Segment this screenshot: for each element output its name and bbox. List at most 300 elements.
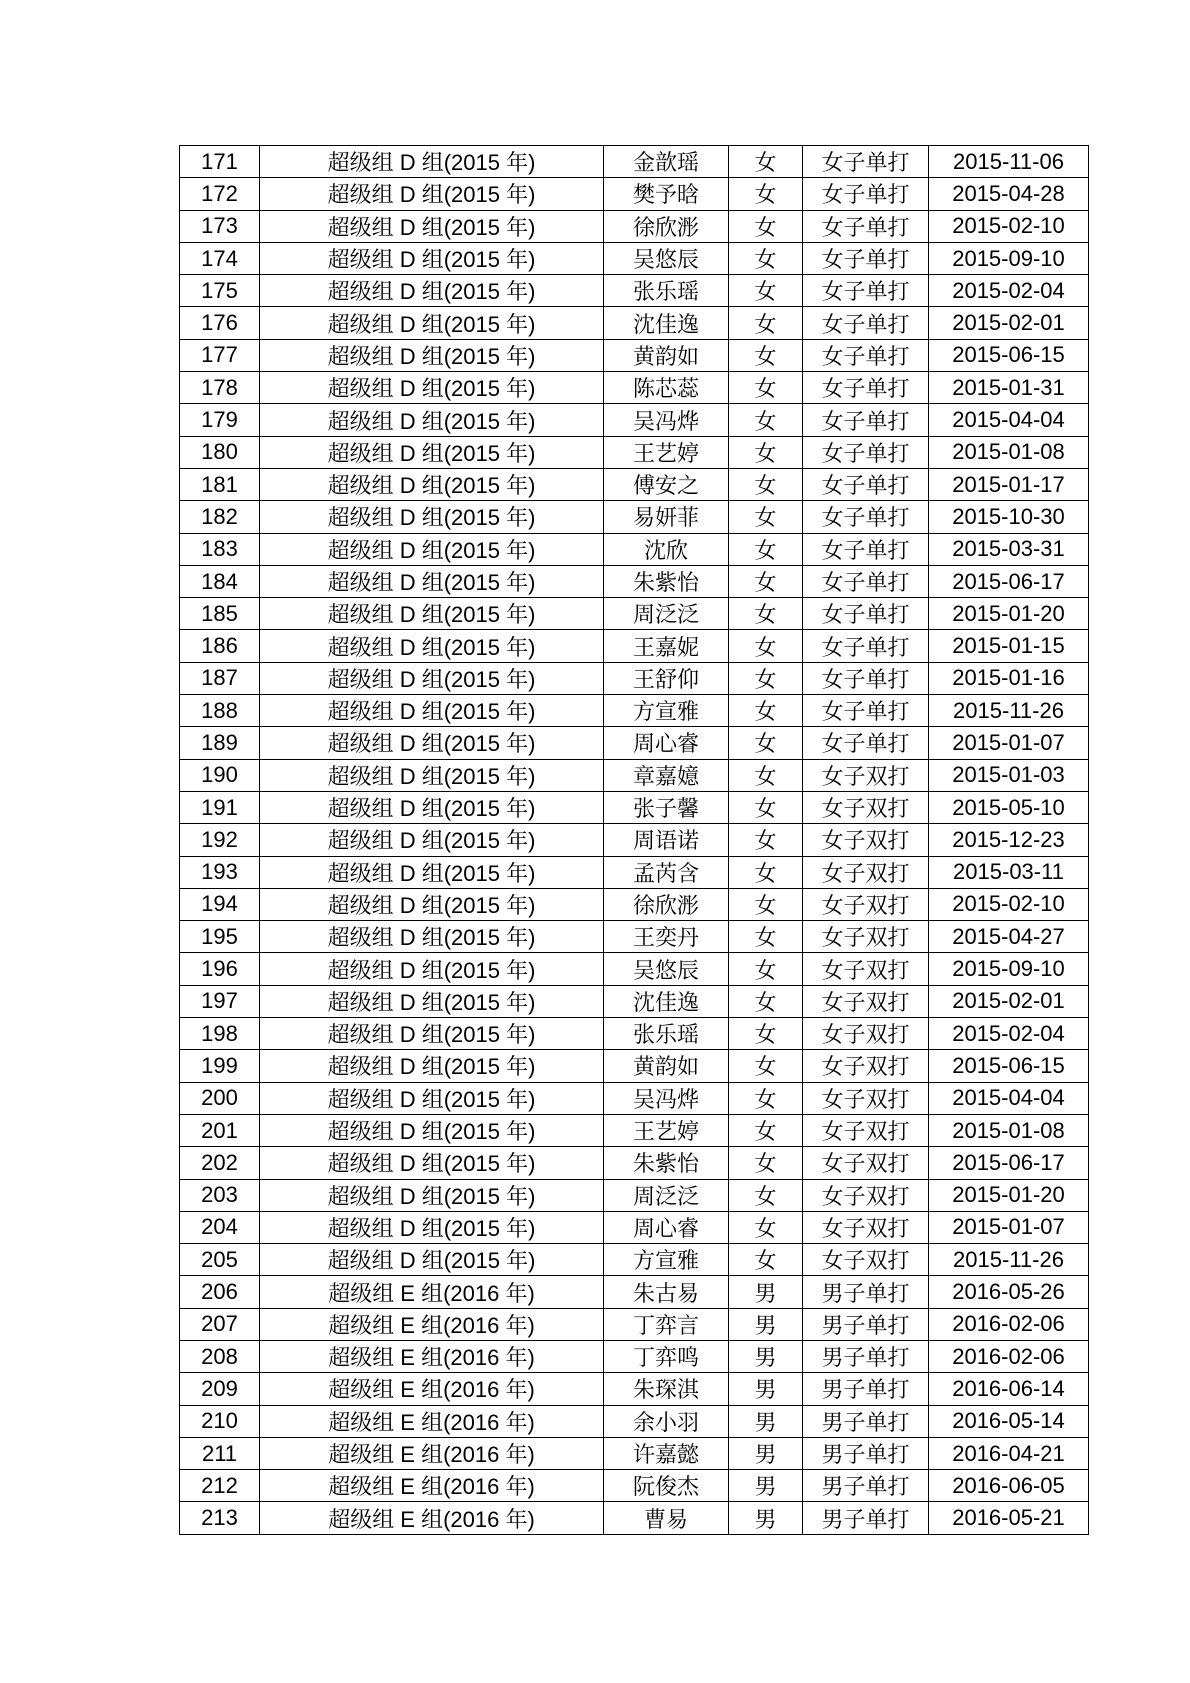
row-number-cell: 189 bbox=[180, 727, 260, 759]
birth-date-cell: 2015-02-01 bbox=[929, 985, 1089, 1017]
birth-date-cell: 2015-01-08 bbox=[929, 1114, 1089, 1146]
gender-cell: 女 bbox=[729, 921, 803, 953]
player-name-cell: 章嘉嬑 bbox=[604, 759, 729, 791]
row-number-cell: 212 bbox=[180, 1470, 260, 1502]
birth-date-cell: 2015-04-04 bbox=[929, 1082, 1089, 1114]
roster-table-body bbox=[180, 146, 1089, 1535]
table-row bbox=[180, 727, 1089, 759]
row-number-cell: 195 bbox=[180, 921, 260, 953]
event-cell: 女子双打 bbox=[803, 888, 929, 920]
event-cell: 女子双打 bbox=[803, 1050, 929, 1082]
birth-date-cell: 2015-09-10 bbox=[929, 953, 1089, 985]
gender-cell: 女 bbox=[729, 695, 803, 727]
table-row bbox=[180, 1502, 1089, 1534]
event-cell: 女子单打 bbox=[803, 565, 929, 597]
event-cell: 女子双打 bbox=[803, 1179, 929, 1211]
player-name-cell: 吴冯烨 bbox=[604, 1082, 729, 1114]
event-cell: 女子单打 bbox=[803, 339, 929, 371]
group-cell: 超级组 D 组(2015 年) bbox=[260, 436, 604, 468]
player-name-cell: 阮俊杰 bbox=[604, 1470, 729, 1502]
birth-date-cell: 2015-11-06 bbox=[929, 146, 1089, 178]
player-name-cell: 张乐瑶 bbox=[604, 275, 729, 307]
event-cell: 女子双打 bbox=[803, 985, 929, 1017]
group-cell: 超级组 D 组(2015 年) bbox=[260, 1114, 604, 1146]
gender-cell: 女 bbox=[729, 307, 803, 339]
group-cell: 超级组 D 组(2015 年) bbox=[260, 1018, 604, 1050]
table-row bbox=[180, 1373, 1089, 1405]
gender-cell: 女 bbox=[729, 1050, 803, 1082]
gender-cell: 女 bbox=[729, 533, 803, 565]
event-cell: 女子单打 bbox=[803, 598, 929, 630]
gender-cell: 女 bbox=[729, 1244, 803, 1276]
birth-date-cell: 2015-01-20 bbox=[929, 1179, 1089, 1211]
row-number-cell: 200 bbox=[180, 1082, 260, 1114]
gender-cell: 女 bbox=[729, 565, 803, 597]
gender-cell: 女 bbox=[729, 791, 803, 823]
event-cell: 女子双打 bbox=[803, 824, 929, 856]
row-number-cell: 201 bbox=[180, 1114, 260, 1146]
row-number-cell: 211 bbox=[180, 1437, 260, 1469]
event-cell: 女子双打 bbox=[803, 1082, 929, 1114]
event-cell: 女子单打 bbox=[803, 146, 929, 178]
birth-date-cell: 2015-01-07 bbox=[929, 1211, 1089, 1243]
row-number-cell: 175 bbox=[180, 275, 260, 307]
table-row bbox=[180, 598, 1089, 630]
event-cell: 男子单打 bbox=[803, 1405, 929, 1437]
group-cell: 超级组 E 组(2016 年) bbox=[260, 1437, 604, 1469]
group-cell: 超级组 D 组(2015 年) bbox=[260, 630, 604, 662]
player-name-cell: 方宣雅 bbox=[604, 1244, 729, 1276]
group-cell: 超级组 D 组(2015 年) bbox=[260, 1211, 604, 1243]
group-cell: 超级组 D 组(2015 年) bbox=[260, 242, 604, 274]
row-number-cell: 183 bbox=[180, 533, 260, 565]
row-number-cell: 190 bbox=[180, 759, 260, 791]
gender-cell: 男 bbox=[729, 1437, 803, 1469]
gender-cell: 女 bbox=[729, 178, 803, 210]
table-row bbox=[180, 1437, 1089, 1469]
group-cell: 超级组 D 组(2015 年) bbox=[260, 533, 604, 565]
gender-cell: 女 bbox=[729, 985, 803, 1017]
event-cell: 女子单打 bbox=[803, 501, 929, 533]
row-number-cell: 193 bbox=[180, 856, 260, 888]
group-cell: 超级组 E 组(2016 年) bbox=[260, 1502, 604, 1534]
gender-cell: 女 bbox=[729, 662, 803, 694]
player-name-cell: 傅安之 bbox=[604, 468, 729, 500]
row-number-cell: 210 bbox=[180, 1405, 260, 1437]
event-cell: 男子单打 bbox=[803, 1470, 929, 1502]
row-number-cell: 188 bbox=[180, 695, 260, 727]
player-name-cell: 周心睿 bbox=[604, 727, 729, 759]
roster-table bbox=[179, 145, 1089, 1535]
table-row bbox=[180, 1147, 1089, 1179]
row-number-cell: 171 bbox=[180, 146, 260, 178]
player-name-cell: 余小羽 bbox=[604, 1405, 729, 1437]
gender-cell: 女 bbox=[729, 1018, 803, 1050]
row-number-cell: 209 bbox=[180, 1373, 260, 1405]
table-row bbox=[180, 242, 1089, 274]
table-row bbox=[180, 1018, 1089, 1050]
birth-date-cell: 2015-03-11 bbox=[929, 856, 1089, 888]
row-number-cell: 174 bbox=[180, 242, 260, 274]
table-row bbox=[180, 953, 1089, 985]
gender-cell: 女 bbox=[729, 824, 803, 856]
gender-cell: 女 bbox=[729, 1179, 803, 1211]
group-cell: 超级组 D 组(2015 年) bbox=[260, 275, 604, 307]
player-name-cell: 周泛泛 bbox=[604, 598, 729, 630]
gender-cell: 男 bbox=[729, 1340, 803, 1372]
event-cell: 男子单打 bbox=[803, 1502, 929, 1534]
row-number-cell: 207 bbox=[180, 1308, 260, 1340]
birth-date-cell: 2016-05-14 bbox=[929, 1405, 1089, 1437]
event-cell: 女子单打 bbox=[803, 275, 929, 307]
player-name-cell: 徐欣浵 bbox=[604, 888, 729, 920]
gender-cell: 女 bbox=[729, 275, 803, 307]
row-number-cell: 180 bbox=[180, 436, 260, 468]
birth-date-cell: 2015-03-31 bbox=[929, 533, 1089, 565]
birth-date-cell: 2015-01-17 bbox=[929, 468, 1089, 500]
group-cell: 超级组 D 组(2015 年) bbox=[260, 921, 604, 953]
gender-cell: 女 bbox=[729, 953, 803, 985]
row-number-cell: 178 bbox=[180, 372, 260, 404]
player-name-cell: 王艺婷 bbox=[604, 436, 729, 468]
group-cell: 超级组 E 组(2016 年) bbox=[260, 1276, 604, 1308]
birth-date-cell: 2015-05-10 bbox=[929, 791, 1089, 823]
gender-cell: 女 bbox=[729, 727, 803, 759]
gender-cell: 男 bbox=[729, 1373, 803, 1405]
group-cell: 超级组 D 组(2015 年) bbox=[260, 695, 604, 727]
event-cell: 女子单打 bbox=[803, 242, 929, 274]
player-name-cell: 许嘉懿 bbox=[604, 1437, 729, 1469]
group-cell: 超级组 D 组(2015 年) bbox=[260, 1244, 604, 1276]
table-row bbox=[180, 1244, 1089, 1276]
table-row bbox=[180, 210, 1089, 242]
birth-date-cell: 2015-06-15 bbox=[929, 339, 1089, 371]
gender-cell: 女 bbox=[729, 1211, 803, 1243]
table-row bbox=[180, 921, 1089, 953]
table-row bbox=[180, 1340, 1089, 1372]
group-cell: 超级组 D 组(2015 年) bbox=[260, 501, 604, 533]
table-row bbox=[180, 824, 1089, 856]
table-row bbox=[180, 178, 1089, 210]
table-row bbox=[180, 856, 1089, 888]
birth-date-cell: 2015-04-04 bbox=[929, 404, 1089, 436]
group-cell: 超级组 D 组(2015 年) bbox=[260, 856, 604, 888]
gender-cell: 女 bbox=[729, 146, 803, 178]
birth-date-cell: 2015-04-28 bbox=[929, 178, 1089, 210]
row-number-cell: 208 bbox=[180, 1340, 260, 1372]
event-cell: 女子双打 bbox=[803, 1211, 929, 1243]
table-row bbox=[180, 1050, 1089, 1082]
player-name-cell: 王舒仰 bbox=[604, 662, 729, 694]
birth-date-cell: 2015-02-01 bbox=[929, 307, 1089, 339]
birth-date-cell: 2016-06-05 bbox=[929, 1470, 1089, 1502]
player-name-cell: 曹易 bbox=[604, 1502, 729, 1534]
gender-cell: 女 bbox=[729, 759, 803, 791]
table-row bbox=[180, 275, 1089, 307]
table-row bbox=[180, 630, 1089, 662]
group-cell: 超级组 D 组(2015 年) bbox=[260, 598, 604, 630]
birth-date-cell: 2016-05-21 bbox=[929, 1502, 1089, 1534]
row-number-cell: 192 bbox=[180, 824, 260, 856]
group-cell: 超级组 E 组(2016 年) bbox=[260, 1340, 604, 1372]
player-name-cell: 孟芮含 bbox=[604, 856, 729, 888]
row-number-cell: 177 bbox=[180, 339, 260, 371]
table-row bbox=[180, 1276, 1089, 1308]
event-cell: 女子双打 bbox=[803, 1244, 929, 1276]
group-cell: 超级组 D 组(2015 年) bbox=[260, 662, 604, 694]
table-row bbox=[180, 1470, 1089, 1502]
row-number-cell: 198 bbox=[180, 1018, 260, 1050]
row-number-cell: 176 bbox=[180, 307, 260, 339]
birth-date-cell: 2016-05-26 bbox=[929, 1276, 1089, 1308]
event-cell: 男子单打 bbox=[803, 1437, 929, 1469]
gender-cell: 女 bbox=[729, 598, 803, 630]
event-cell: 男子单打 bbox=[803, 1373, 929, 1405]
group-cell: 超级组 D 组(2015 年) bbox=[260, 210, 604, 242]
event-cell: 女子单打 bbox=[803, 307, 929, 339]
group-cell: 超级组 D 组(2015 年) bbox=[260, 985, 604, 1017]
row-number-cell: 204 bbox=[180, 1211, 260, 1243]
player-name-cell: 方宣雅 bbox=[604, 695, 729, 727]
table-row bbox=[180, 501, 1089, 533]
group-cell: 超级组 D 组(2015 年) bbox=[260, 307, 604, 339]
birth-date-cell: 2015-11-26 bbox=[929, 695, 1089, 727]
event-cell: 男子单打 bbox=[803, 1276, 929, 1308]
gender-cell: 男 bbox=[729, 1276, 803, 1308]
birth-date-cell: 2015-02-10 bbox=[929, 210, 1089, 242]
event-cell: 男子单打 bbox=[803, 1308, 929, 1340]
player-name-cell: 樊予晗 bbox=[604, 178, 729, 210]
player-name-cell: 周泛泛 bbox=[604, 1179, 729, 1211]
event-cell: 女子双打 bbox=[803, 791, 929, 823]
player-name-cell: 易妍菲 bbox=[604, 501, 729, 533]
table-row bbox=[180, 1179, 1089, 1211]
table-row bbox=[180, 533, 1089, 565]
event-cell: 女子双打 bbox=[803, 953, 929, 985]
table-row bbox=[180, 565, 1089, 597]
table-row bbox=[180, 1114, 1089, 1146]
birth-date-cell: 2015-06-17 bbox=[929, 1147, 1089, 1179]
player-name-cell: 黄韵如 bbox=[604, 1050, 729, 1082]
gender-cell: 男 bbox=[729, 1405, 803, 1437]
group-cell: 超级组 D 组(2015 年) bbox=[260, 824, 604, 856]
gender-cell: 女 bbox=[729, 339, 803, 371]
event-cell: 女子单打 bbox=[803, 468, 929, 500]
event-cell: 女子单打 bbox=[803, 662, 929, 694]
player-name-cell: 丁弈言 bbox=[604, 1308, 729, 1340]
gender-cell: 女 bbox=[729, 1082, 803, 1114]
row-number-cell: 202 bbox=[180, 1147, 260, 1179]
event-cell: 女子单打 bbox=[803, 436, 929, 468]
table-row bbox=[180, 146, 1089, 178]
group-cell: 超级组 D 组(2015 年) bbox=[260, 146, 604, 178]
player-name-cell: 张乐瑶 bbox=[604, 1018, 729, 1050]
row-number-cell: 213 bbox=[180, 1502, 260, 1534]
event-cell: 女子双打 bbox=[803, 759, 929, 791]
event-cell: 女子单打 bbox=[803, 727, 929, 759]
player-name-cell: 朱紫怡 bbox=[604, 565, 729, 597]
row-number-cell: 182 bbox=[180, 501, 260, 533]
table-row bbox=[180, 307, 1089, 339]
row-number-cell: 172 bbox=[180, 178, 260, 210]
group-cell: 超级组 E 组(2016 年) bbox=[260, 1405, 604, 1437]
gender-cell: 女 bbox=[729, 372, 803, 404]
row-number-cell: 187 bbox=[180, 662, 260, 694]
gender-cell: 男 bbox=[729, 1502, 803, 1534]
row-number-cell: 196 bbox=[180, 953, 260, 985]
group-cell: 超级组 D 组(2015 年) bbox=[260, 727, 604, 759]
player-name-cell: 吴悠辰 bbox=[604, 242, 729, 274]
table-row bbox=[180, 1308, 1089, 1340]
table-row bbox=[180, 339, 1089, 371]
row-number-cell: 173 bbox=[180, 210, 260, 242]
player-name-cell: 张子馨 bbox=[604, 791, 729, 823]
event-cell: 男子单打 bbox=[803, 1340, 929, 1372]
group-cell: 超级组 E 组(2016 年) bbox=[260, 1470, 604, 1502]
group-cell: 超级组 D 组(2015 年) bbox=[260, 404, 604, 436]
player-name-cell: 周语诺 bbox=[604, 824, 729, 856]
table-row bbox=[180, 404, 1089, 436]
player-name-cell: 丁弈鸣 bbox=[604, 1340, 729, 1372]
table-row bbox=[180, 1405, 1089, 1437]
group-cell: 超级组 D 组(2015 年) bbox=[260, 953, 604, 985]
birth-date-cell: 2015-01-03 bbox=[929, 759, 1089, 791]
row-number-cell: 205 bbox=[180, 1244, 260, 1276]
group-cell: 超级组 D 组(2015 年) bbox=[260, 1050, 604, 1082]
birth-date-cell: 2015-10-30 bbox=[929, 501, 1089, 533]
birth-date-cell: 2015-06-17 bbox=[929, 565, 1089, 597]
table-row bbox=[180, 662, 1089, 694]
player-name-cell: 吴悠辰 bbox=[604, 953, 729, 985]
birth-date-cell: 2015-01-16 bbox=[929, 662, 1089, 694]
group-cell: 超级组 D 组(2015 年) bbox=[260, 791, 604, 823]
table-row bbox=[180, 695, 1089, 727]
table-row bbox=[180, 1211, 1089, 1243]
event-cell: 女子双打 bbox=[803, 1147, 929, 1179]
birth-date-cell: 2016-02-06 bbox=[929, 1340, 1089, 1372]
row-number-cell: 181 bbox=[180, 468, 260, 500]
row-number-cell: 194 bbox=[180, 888, 260, 920]
event-cell: 女子单打 bbox=[803, 533, 929, 565]
row-number-cell: 179 bbox=[180, 404, 260, 436]
table-row bbox=[180, 985, 1089, 1017]
row-number-cell: 206 bbox=[180, 1276, 260, 1308]
row-number-cell: 186 bbox=[180, 630, 260, 662]
event-cell: 女子单打 bbox=[803, 404, 929, 436]
birth-date-cell: 2015-06-15 bbox=[929, 1050, 1089, 1082]
player-name-cell: 王奕丹 bbox=[604, 921, 729, 953]
table-row bbox=[180, 791, 1089, 823]
player-name-cell: 徐欣浵 bbox=[604, 210, 729, 242]
birth-date-cell: 2015-01-31 bbox=[929, 372, 1089, 404]
player-name-cell: 陈芯蕊 bbox=[604, 372, 729, 404]
row-number-cell: 199 bbox=[180, 1050, 260, 1082]
player-name-cell: 朱琛淇 bbox=[604, 1373, 729, 1405]
event-cell: 女子单打 bbox=[803, 695, 929, 727]
event-cell: 女子单打 bbox=[803, 372, 929, 404]
gender-cell: 女 bbox=[729, 210, 803, 242]
gender-cell: 男 bbox=[729, 1308, 803, 1340]
group-cell: 超级组 D 组(2015 年) bbox=[260, 1179, 604, 1211]
row-number-cell: 185 bbox=[180, 598, 260, 630]
group-cell: 超级组 D 组(2015 年) bbox=[260, 339, 604, 371]
event-cell: 女子双打 bbox=[803, 921, 929, 953]
player-name-cell: 吴冯烨 bbox=[604, 404, 729, 436]
group-cell: 超级组 D 组(2015 年) bbox=[260, 178, 604, 210]
birth-date-cell: 2015-12-23 bbox=[929, 824, 1089, 856]
player-name-cell: 朱古易 bbox=[604, 1276, 729, 1308]
group-cell: 超级组 D 组(2015 年) bbox=[260, 372, 604, 404]
group-cell: 超级组 D 组(2015 年) bbox=[260, 468, 604, 500]
event-cell: 女子单打 bbox=[803, 178, 929, 210]
gender-cell: 女 bbox=[729, 501, 803, 533]
group-cell: 超级组 D 组(2015 年) bbox=[260, 759, 604, 791]
birth-date-cell: 2015-09-10 bbox=[929, 242, 1089, 274]
birth-date-cell: 2015-01-20 bbox=[929, 598, 1089, 630]
event-cell: 女子双打 bbox=[803, 1114, 929, 1146]
group-cell: 超级组 D 组(2015 年) bbox=[260, 888, 604, 920]
gender-cell: 女 bbox=[729, 856, 803, 888]
table-row bbox=[180, 372, 1089, 404]
gender-cell: 女 bbox=[729, 468, 803, 500]
event-cell: 女子单打 bbox=[803, 630, 929, 662]
player-name-cell: 沈佳逸 bbox=[604, 307, 729, 339]
player-name-cell: 朱紫怡 bbox=[604, 1147, 729, 1179]
player-name-cell: 沈佳逸 bbox=[604, 985, 729, 1017]
player-name-cell: 王艺婷 bbox=[604, 1114, 729, 1146]
roster-sheet bbox=[179, 145, 1089, 1535]
birth-date-cell: 2015-04-27 bbox=[929, 921, 1089, 953]
table-row bbox=[180, 1082, 1089, 1114]
birth-date-cell: 2016-06-14 bbox=[929, 1373, 1089, 1405]
player-name-cell: 沈欣 bbox=[604, 533, 729, 565]
birth-date-cell: 2015-11-26 bbox=[929, 1244, 1089, 1276]
birth-date-cell: 2015-02-04 bbox=[929, 275, 1089, 307]
table-row bbox=[180, 468, 1089, 500]
gender-cell: 女 bbox=[729, 404, 803, 436]
birth-date-cell: 2015-01-15 bbox=[929, 630, 1089, 662]
gender-cell: 女 bbox=[729, 1114, 803, 1146]
gender-cell: 女 bbox=[729, 1147, 803, 1179]
group-cell: 超级组 D 组(2015 年) bbox=[260, 565, 604, 597]
row-number-cell: 191 bbox=[180, 791, 260, 823]
event-cell: 女子双打 bbox=[803, 1018, 929, 1050]
event-cell: 女子双打 bbox=[803, 856, 929, 888]
player-name-cell: 周心睿 bbox=[604, 1211, 729, 1243]
player-name-cell: 金歆瑶 bbox=[604, 146, 729, 178]
table-row bbox=[180, 888, 1089, 920]
group-cell: 超级组 E 组(2016 年) bbox=[260, 1308, 604, 1340]
row-number-cell: 197 bbox=[180, 985, 260, 1017]
birth-date-cell: 2015-01-08 bbox=[929, 436, 1089, 468]
row-number-cell: 184 bbox=[180, 565, 260, 597]
gender-cell: 女 bbox=[729, 436, 803, 468]
group-cell: 超级组 D 组(2015 年) bbox=[260, 1082, 604, 1114]
row-number-cell: 203 bbox=[180, 1179, 260, 1211]
gender-cell: 女 bbox=[729, 630, 803, 662]
birth-date-cell: 2015-02-04 bbox=[929, 1018, 1089, 1050]
birth-date-cell: 2015-02-10 bbox=[929, 888, 1089, 920]
table-row bbox=[180, 436, 1089, 468]
table-row bbox=[180, 759, 1089, 791]
birth-date-cell: 2016-04-21 bbox=[929, 1437, 1089, 1469]
birth-date-cell: 2016-02-06 bbox=[929, 1308, 1089, 1340]
event-cell: 女子单打 bbox=[803, 210, 929, 242]
player-name-cell: 王嘉妮 bbox=[604, 630, 729, 662]
group-cell: 超级组 E 组(2016 年) bbox=[260, 1373, 604, 1405]
gender-cell: 女 bbox=[729, 242, 803, 274]
gender-cell: 女 bbox=[729, 888, 803, 920]
